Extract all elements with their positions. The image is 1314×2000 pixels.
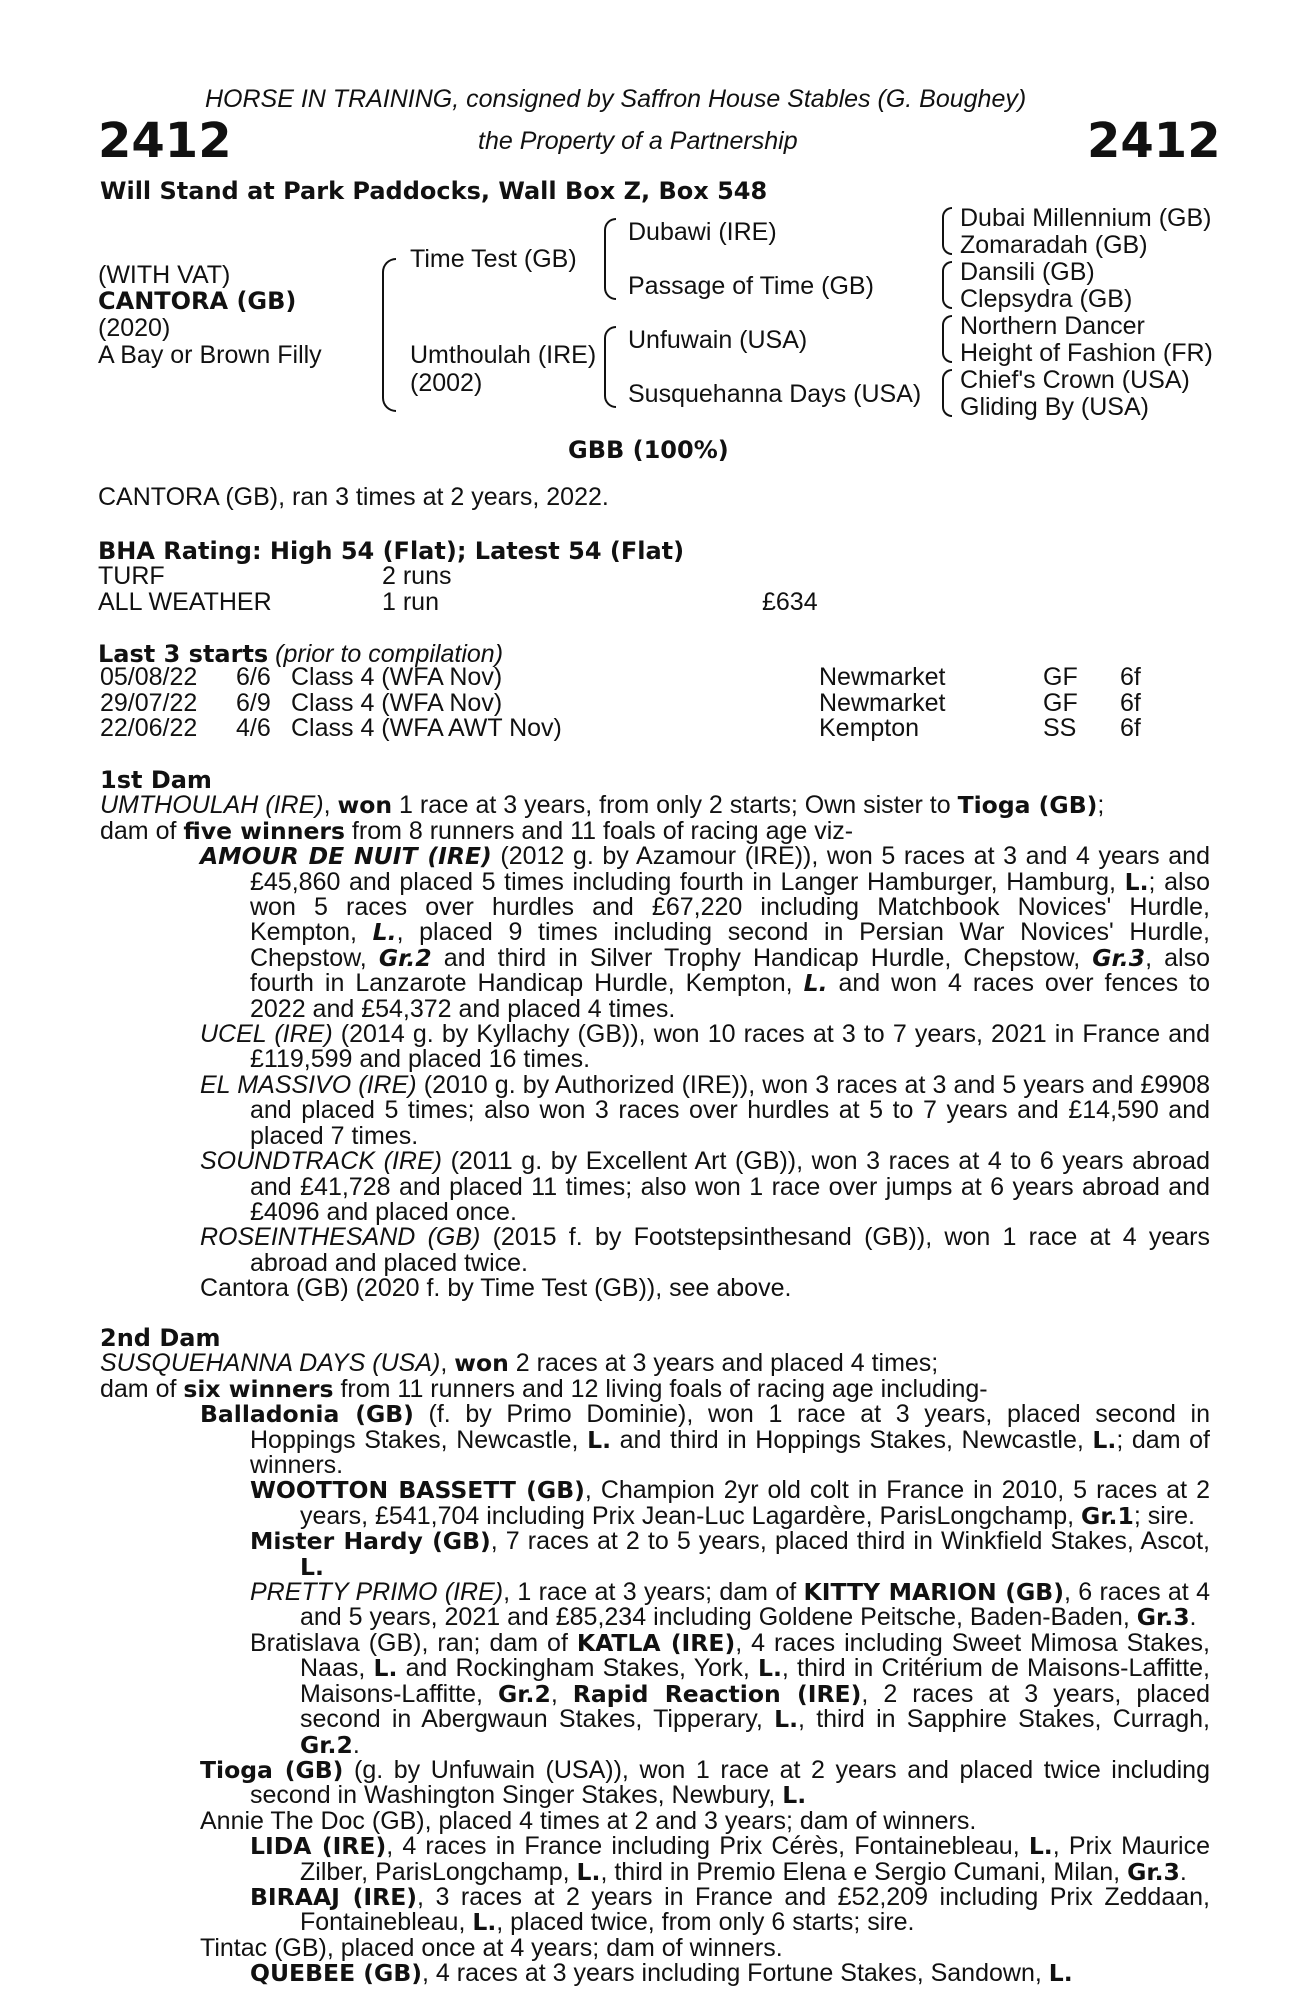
start-position: 4/6 [236, 714, 271, 742]
all-weather-runs: 1 run [382, 588, 439, 616]
text: . [1189, 1603, 1197, 1632]
list-item [100, 1580, 1210, 1631]
starts-heading-note: (prior to compilation) [275, 640, 504, 668]
group-tag: Gr.3 [1092, 943, 1146, 972]
text: , 2 races at 3 years, placed second in Abergwaun Stakes, Tipperary, [300, 1679, 1210, 1734]
list-item [100, 1961, 1210, 1986]
progeny-name: AMOUR DE NUIT (IRE) [200, 842, 492, 871]
progeny-name: LIDA (IRE) [250, 1832, 387, 1861]
list-item [100, 844, 1210, 1022]
winners-count: six winners [183, 1374, 334, 1403]
starts-heading-label: Last 3 starts [98, 640, 269, 668]
start-course: Newmarket [819, 663, 946, 691]
text: , Champion 2yr old colt in France in 2010, 5 races at 2 years, £541,704 including Prix Jean-Luc Lagardère, ParisLongchamp, [300, 1476, 1210, 1530]
progeny-name: Tioga (GB) [200, 1755, 344, 1784]
section-heading [100, 768, 1210, 793]
text: (g. by Unfuwain (USA)), won 1 race at 2 years and placed twice including second in Washington Singer Stakes, Newbury, [250, 1755, 1210, 1810]
text: and won 4 races over fences to 2022 and £54,372 and placed 4 times. [250, 969, 1210, 1023]
text: ; also won 5 races over hurdles and £67,220 including Matchbook Novices' Hurdle, Kempton, [250, 867, 1210, 947]
pedigree-brace-sire [604, 218, 616, 300]
text: Tintac (GB), placed once at 4 years; dam of winners. [200, 1933, 783, 1962]
start-race: Class 4 (WFA Nov) [291, 688, 503, 717]
list-item [100, 1022, 1210, 1073]
text: (2012 g. by Azamour (IRE)), won 5 races at 3 and 4 years and £45,860 and placed 5 times including fourth in Langer Hamburger, Hamburg, [250, 842, 1210, 896]
text: , also fourth in Lanzarote Handicap Hurdle, Kempton, [250, 943, 1210, 998]
list-item [100, 1478, 1210, 1529]
text: (2010 g. by Authorized (IRE)), won 3 races at 3 and 5 years and £9908 and placed 5 times; also won 3 races over hurdles at 5 to 7 years and £14,590 and placed 7 times. [250, 1070, 1211, 1150]
listed-tag: L. [587, 1425, 612, 1454]
list-item [100, 1402, 1210, 1478]
pedigree-brace-dam [604, 326, 616, 408]
text: , 6 races at 4 and 5 years, 2021 and £85,234 including Goldene Peitsche, Baden-Baden, [300, 1578, 1210, 1632]
text: from 11 runners and 12 living foals of racing age including- [333, 1374, 988, 1403]
dam-name: Umthoulah (IRE) [410, 341, 597, 369]
group-tag: Gr.3 [1136, 1603, 1190, 1632]
start-going: GF [1043, 688, 1078, 717]
won-label: won [454, 1349, 509, 1378]
dam-dam-dam: Gliding By (USA) [960, 393, 1149, 421]
listed-tag: L. [774, 1705, 798, 1734]
second-dam-heading: 2nd Dam [100, 1324, 221, 1352]
text: , placed twice, from only 6 starts; sire. [496, 1908, 915, 1937]
text: , 4 races including Sweet Mimosa Stakes, Naas, [300, 1628, 1210, 1683]
section-heading [100, 1326, 1210, 1351]
text: from 8 runners and 11 foals of racing age viz- [344, 816, 854, 845]
pedigree-brace-ss [942, 207, 952, 255]
start-date: 05/08/22 [100, 663, 198, 691]
text: , 7 races at 2 to 5 years, placed third in Winkfield Stakes, Ascot, [490, 1527, 1210, 1556]
group-tag: Gr.2 [498, 1679, 551, 1708]
sibling-name: Tioga (GB) [957, 791, 1098, 820]
text: and Rockingham Stakes, York, [397, 1654, 758, 1683]
group-tag: Gr.2 [300, 1730, 353, 1759]
dam-year: (2002) [410, 369, 483, 397]
listed-tag: L. [1048, 1959, 1073, 1988]
horse-name: CANTORA (GB) [98, 287, 297, 315]
progeny-name: EL MASSIVO (IRE) [200, 1070, 417, 1099]
progeny-name: KATLA (IRE) [576, 1628, 736, 1657]
list-item [100, 1882, 1210, 1937]
list-item [100, 1276, 1210, 1301]
text: dam of [100, 1374, 184, 1403]
start-date: 22/06/22 [100, 714, 198, 742]
text: and third in Silver Trophy Handicap Hurdle, Chepstow, [431, 943, 1093, 972]
start-position: 6/6 [236, 663, 271, 691]
table-row [100, 665, 1141, 691]
turf-label: TURF [98, 562, 165, 590]
dam-sire-dam: Height of Fashion (FR) [960, 339, 1213, 367]
text: ; dam of winners. [250, 1425, 1210, 1480]
all-weather-prize: £634 [762, 588, 818, 616]
text: , third in Premio Elena e Sergio Cumani, Milan, [600, 1857, 1128, 1886]
start-distance: 6f [1120, 688, 1141, 717]
vat-label: (WITH VAT) [98, 261, 231, 289]
group-tag: Gr.3 [1127, 1857, 1180, 1886]
text: (2011 g. by Excellent Art (GB)), won 3 races at 4 to 6 years abroad and £41,728 and placed 11 times; also won 1 race over jumps at 6 years abroad and £4096 and placed once. [250, 1147, 1210, 1226]
listed-tag: L. [1028, 1832, 1053, 1861]
text: ; sire. [1133, 1501, 1195, 1530]
start-course: Newmarket [819, 688, 946, 717]
listed-tag: L. [300, 1552, 324, 1581]
text: , third in Sapphire Stakes, Curragh, [798, 1705, 1210, 1734]
start-position: 6/9 [236, 688, 271, 717]
start-distance: 6f [1120, 663, 1141, 691]
progeny-name: ROSEINTHESAND (GB) [200, 1223, 481, 1252]
progeny-name: Balladonia (GB) [200, 1400, 414, 1429]
second-dam-section [100, 1326, 1210, 1987]
listed-tag: L. [1092, 1425, 1117, 1454]
pedigree-brace-sd [942, 261, 952, 309]
listed-tag: L. [373, 1654, 398, 1683]
text: Bratislava (GB), ran; dam of [250, 1628, 577, 1657]
start-date: 29/07/22 [100, 688, 198, 717]
sire-dam-dam: Clepsydra (GB) [960, 285, 1133, 313]
text: dam of [100, 816, 184, 845]
dam-name: UMTHOULAH (IRE) [100, 791, 324, 820]
lot-number-right: 2412 [1087, 113, 1221, 169]
sire-name: Time Test (GB) [410, 245, 577, 273]
dam-dam: Susquehanna Days (USA) [628, 380, 922, 408]
text: Annie The Doc (GB), placed 4 times at 2 and 3 years; dam of winners. [200, 1806, 977, 1835]
progeny-name: BIRAAJ (IRE) [250, 1882, 418, 1911]
start-going: SS [1043, 714, 1077, 742]
listed-tag: L. [576, 1857, 601, 1886]
text: , third in Critérium de Maisons-Laffitte, Maisons-Laffitte, [300, 1654, 1210, 1708]
progeny-name: KITTY MARION (GB) [803, 1578, 1064, 1607]
text: . [352, 1730, 360, 1759]
sire-dam-sire: Dansili (GB) [960, 258, 1095, 286]
header-line-2: the Property of a Partnership [478, 127, 798, 155]
list-item [100, 1225, 1210, 1276]
text: , [323, 791, 338, 820]
progeny-name: UCEL (IRE) [200, 1020, 333, 1049]
sire-sire: Dubawi (IRE) [628, 218, 777, 246]
text: . [1179, 1857, 1187, 1886]
start-distance: 6f [1120, 714, 1141, 742]
progeny-name: PRETTY PRIMO (IRE) [250, 1578, 504, 1607]
start-going: GF [1043, 663, 1078, 691]
first-dam-heading: 1st Dam [100, 766, 212, 794]
sire-sire-sire: Dubai Millennium (GB) [960, 204, 1212, 232]
pedigree-brace-main [382, 258, 396, 412]
listed-tag: L. [472, 1908, 497, 1937]
dam-sire-sire: Northern Dancer [960, 312, 1145, 340]
text: ; [1097, 791, 1105, 820]
first-dam-line [100, 793, 1210, 818]
progeny-name: QUEBEE (GB) [250, 1959, 422, 1988]
header-line-1: HORSE IN TRAINING, consigned by Saffron House Stables (G. Boughey) [205, 85, 1027, 113]
horse-description: A Bay or Brown Filly [98, 341, 322, 369]
list-item [100, 1806, 1210, 1835]
text: , 4 races at 3 years including Fortune Stakes, Sandown, [422, 1959, 1049, 1988]
listed-tag: L. [803, 969, 828, 998]
sire-sire-dam: Zomaradah (GB) [960, 231, 1148, 259]
table-row [100, 691, 1141, 717]
won-label: won [337, 791, 393, 820]
dam-dam-sire: Chief's Crown (USA) [960, 366, 1190, 394]
list-item [100, 1834, 1210, 1885]
text: , 3 races at 2 years in France and £52,209 including Prix Zeddaan, Fontainebleau, [300, 1882, 1210, 1937]
sire-dam: Passage of Time (GB) [628, 272, 874, 300]
text: and third in Hoppings Stakes, Newcastle, [611, 1425, 1093, 1454]
text: , Prix Maurice Zilber, ParisLongchamp, [300, 1832, 1210, 1886]
text: , [440, 1349, 455, 1378]
progeny-name: WOOTTON BASSETT (GB) [250, 1476, 585, 1505]
group-tag: Gr.2 [378, 943, 432, 972]
text: (2014 g. by Kyllachy (GB)), won 10 races at 3 to 7 years, 2021 in France and £119,599 and placed 16 times. [250, 1020, 1210, 1074]
text: (2015 f. by Footstepsinthesand (GB)), won 1 race at 4 years abroad and placed twice. [250, 1223, 1210, 1277]
progeny-name: SOUNDTRACK (IRE) [200, 1147, 442, 1176]
text: , placed 9 times including second in Persian War Novices' Hurdle, Chepstow, [250, 918, 1210, 972]
lot-number-left: 2412 [98, 113, 232, 169]
dam-name: SUSQUEHANNA DAYS (USA) [100, 1349, 441, 1378]
second-dam-line [100, 1351, 1210, 1376]
turf-runs: 2 runs [382, 562, 452, 590]
pedigree-brace-dd [942, 369, 952, 417]
list-item [100, 1933, 1210, 1962]
text: , 1 race at 3 years; dam of [503, 1578, 804, 1607]
progeny-name: Mister Hardy (GB) [250, 1527, 491, 1556]
list-item [100, 1529, 1210, 1580]
first-dam-section [100, 768, 1210, 1302]
start-race: Class 4 (WFA Nov) [291, 663, 503, 691]
location: Will Stand at Park Paddocks, Wall Box Z, Box 548 [100, 177, 768, 205]
all-weather-label: ALL WEATHER [98, 588, 272, 616]
text: , 4 races in France including Prix Cérès, Fontainebleau, [386, 1832, 1029, 1861]
gbb-rating: GBB (100%) [568, 436, 729, 464]
pedigree-brace-ds [942, 315, 952, 363]
listed-tag: L. [757, 1654, 782, 1683]
text: , [550, 1679, 573, 1708]
horse-year: (2020) [98, 314, 171, 342]
list-item [100, 1628, 1210, 1759]
start-course: Kempton [819, 714, 920, 742]
listed-tag: L. [782, 1781, 807, 1810]
list-item [100, 1070, 1211, 1150]
text: 2 races at 3 years and placed 4 times; [508, 1349, 939, 1378]
race-summary: CANTORA (GB), ran 3 times at 2 years, 2022. [98, 483, 609, 511]
listed-tag: L. [1124, 867, 1149, 896]
text: (f. by Primo Dominie), won 1 race at 3 years, placed second in Hoppings Stakes, Newcastle, [250, 1400, 1210, 1454]
starts-table [100, 665, 1141, 742]
progeny-name: Rapid Reaction (IRE) [572, 1679, 862, 1708]
list-item [100, 1755, 1210, 1810]
table-row [100, 716, 1141, 742]
start-race: Class 4 (WFA AWT Nov) [291, 714, 562, 742]
text: 1 race at 3 years, from only 2 starts; Own sister to [392, 791, 958, 820]
group-tag: Gr.1 [1081, 1501, 1134, 1530]
second-dam-produce-line [100, 1374, 1210, 1403]
winners-count: five winners [183, 816, 345, 845]
list-item [100, 1149, 1210, 1225]
text: Cantora (GB) (2020 f. by Time Test (GB)), see above. [200, 1274, 792, 1303]
bha-rating: BHA Rating: High 54 (Flat); Latest 54 (Flat) [98, 537, 685, 565]
first-dam-produce-line [100, 816, 1210, 845]
listed-tag: L. [372, 918, 397, 947]
dam-sire: Unfuwain (USA) [628, 326, 808, 354]
